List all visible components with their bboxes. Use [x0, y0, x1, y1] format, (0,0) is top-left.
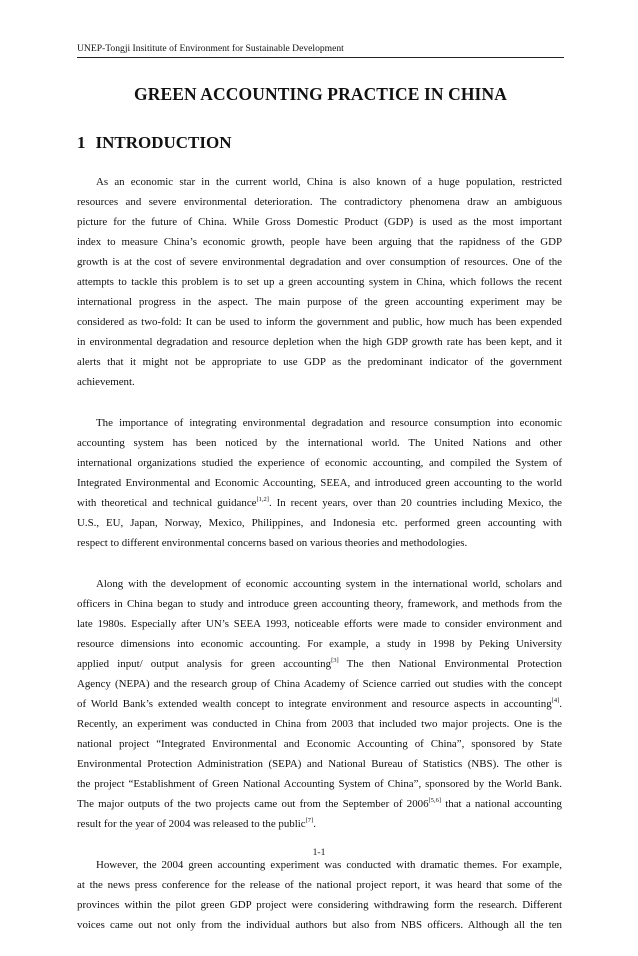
text-run: applied input/ output analysis for green accounting — [77, 658, 332, 670]
text-line — [77, 212, 562, 232]
text-line — [77, 814, 562, 834]
text-run: . — [559, 698, 562, 710]
text-run: Agency (NEPA) and the research group of China Academy of Science carried out studies with the concept — [77, 678, 562, 690]
text-line — [77, 714, 562, 734]
text-run: growth is at the cost of severe environmental degradation and over consumption of resources. One of the — [77, 256, 562, 268]
text-run: of World Bank’s extended wealth concept to integrate environment and resource aspects in accounting — [77, 698, 552, 710]
text-run: accounting system has been noticed by the international world. The United Nations and other — [77, 437, 562, 449]
text-run: achievement. — [77, 376, 135, 388]
text-run: at the news press conference for the release of the national project report, it was heard that some of the — [77, 879, 562, 891]
text-run: . In recent years, over than 20 countries including Mexico, the — [268, 497, 563, 509]
section-number: 1 — [77, 133, 86, 152]
text-line — [77, 172, 562, 192]
body-text — [77, 172, 562, 956]
text-run: Recently, an experiment was conducted in China from 2003 that included two major projects. One is the — [77, 718, 562, 730]
citation-ref: [1,2] — [256, 496, 269, 503]
text-line — [77, 634, 562, 654]
text-line — [77, 513, 562, 533]
text-line — [77, 352, 562, 372]
paper-title: GREEN ACCOUNTING PRACTICE IN CHINA — [134, 84, 507, 104]
text-run: The major outputs of the two projects came out from the September of 2006 — [77, 798, 429, 810]
text-line — [77, 453, 562, 473]
text-line — [77, 332, 562, 352]
text-line — [77, 694, 562, 714]
text-run: late 1980s. Especially after UN’s SEEA 1993, noticeable efforts were made to consider environment and — [77, 618, 562, 630]
text-line — [77, 594, 562, 614]
text-run: Integrated Environmental and Economic Accounting, SEEA, and introduced green accounting to the world — [77, 477, 562, 489]
text-run: respect to different environmental concerns based on various theories and methodologies. — [77, 537, 468, 549]
text-run: international organizations studied the experience of economic accounting, and compiled the System of — [77, 457, 562, 469]
paragraph — [77, 413, 562, 553]
citation-ref: [5,6] — [428, 797, 441, 804]
paragraph — [77, 855, 562, 935]
text-run: The then National Environmental Protection — [338, 658, 562, 670]
text-run: international progress in the aspect. The main purpose of the green accounting experiment may be — [77, 296, 562, 308]
text-line — [77, 252, 562, 272]
text-run: Environmental Protection Administration (SEPA) and National Bureau of Statistics (NBS). The other is — [77, 758, 562, 770]
text-run: However, the 2004 green accounting experiment was conducted with dramatic themes. For example, — [96, 859, 562, 871]
text-run: resource dimensions into economic accounting. For example, a study in 1998 by Peking University — [77, 638, 562, 650]
text-line — [77, 915, 562, 935]
text-run: in environmental degradation and resource depletion when the high GDP growth rate has been kept, and it — [77, 336, 562, 348]
text-line — [77, 875, 562, 895]
citation-ref: [3] — [331, 657, 339, 664]
text-line — [77, 533, 562, 553]
text-line — [77, 272, 562, 292]
text-run: attempts to tackle this problem is to set up a green accounting system in China, which follows the recent — [77, 276, 562, 288]
text-line — [77, 192, 562, 212]
text-run: index to measure China’s economic growth, people have been arguing that the rapidness of the GDP — [77, 236, 562, 248]
text-line — [77, 292, 562, 312]
text-line — [77, 574, 562, 594]
text-line — [77, 674, 562, 694]
text-run: picture for the future of China. While Gross Domestic Product (GDP) is used as the most important — [77, 216, 562, 228]
paragraph — [77, 574, 562, 834]
text-run: result for the year of 2004 was released to the public — [77, 818, 306, 830]
text-run: The importance of integrating environmental degradation and resource consumption into economic — [96, 417, 562, 429]
text-run: Along with the development of economic accounting system in the international world, scholars and — [96, 578, 562, 590]
text-line — [77, 493, 562, 513]
text-line — [77, 473, 562, 493]
text-line — [77, 312, 562, 332]
text-line — [77, 413, 562, 433]
text-line — [77, 734, 562, 754]
section-title: INTRODUCTION — [95, 133, 232, 152]
section-heading — [77, 133, 232, 153]
text-line — [77, 794, 562, 814]
page-number: 1-1 — [312, 847, 326, 858]
text-line — [77, 372, 562, 392]
text-run: voices came out not only from the individual authors but also from NBS officers. Although all the ten — [77, 919, 562, 931]
text-run: officers in China began to study and introduce green accounting theory, framework, and methods from the — [77, 598, 562, 610]
text-run: alerts that it might not be appropriate to use GDP as the predominant indicator of the government — [77, 356, 562, 368]
text-run: considered as two-fold: It can be used to inform the government and public, how much has been expended — [77, 316, 562, 328]
text-run: provinces within the pilot green GDP project were considering withdrawing form the research. Different — [77, 899, 562, 911]
text-line — [77, 895, 562, 915]
text-run: U.S., EU, Japan, Norway, Mexico, Philippines, and Indonesia etc. performed green accounting with — [77, 517, 562, 529]
text-run: resources and severe environmental deterioration. The contradictory phenomena draw an ambiguous — [77, 196, 562, 208]
text-line — [77, 654, 562, 674]
text-line — [77, 754, 562, 774]
citation-ref: [7] — [305, 817, 314, 824]
citation-ref: [4] — [551, 697, 560, 704]
text-run: the project “Establishment of Green National Accounting System of China”, sponsored by the World Bank. — [77, 778, 562, 790]
text-run: . — [313, 818, 316, 830]
text-run: As an economic star in the current world, China is also known of a huge population, restricted — [96, 176, 562, 188]
text-line — [77, 433, 562, 453]
text-line — [77, 614, 562, 634]
text-run: national project “Integrated Environmental and Economic Accounting of China”, sponsored by State — [77, 738, 562, 750]
running-header: UNEP-Tongji Insititute of Environment for Sustainable Development — [77, 43, 564, 58]
text-run: that a national accounting — [441, 798, 562, 810]
text-run: with theoretical and technical guidance — [77, 497, 257, 509]
paragraph — [77, 172, 562, 392]
text-line — [77, 232, 562, 252]
text-line — [77, 774, 562, 794]
text-line — [77, 855, 562, 875]
